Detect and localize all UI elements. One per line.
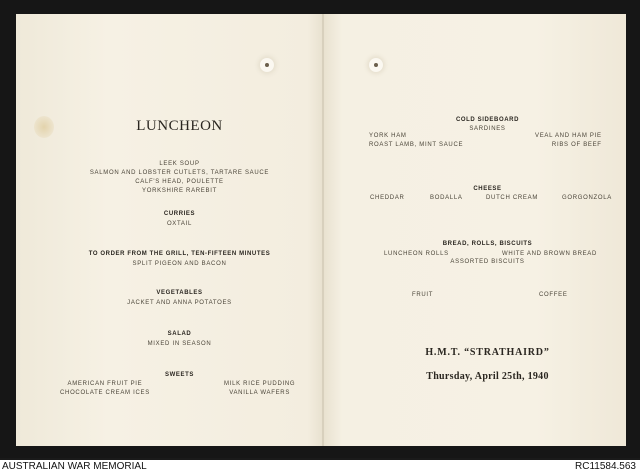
menu-item: LEEK SOUP bbox=[159, 161, 200, 167]
menu-item: CHOCOLATE CREAM ICES bbox=[60, 390, 150, 396]
cold-sideboard-left bbox=[369, 132, 463, 150]
menu-item-coffee: COFFEE bbox=[539, 292, 568, 298]
menu-item: WHITE AND BROWN BREAD bbox=[502, 251, 598, 257]
section-heading-bread: BREAD, ROLLS, BISCUITS bbox=[442, 241, 533, 247]
menu-item: GORGONZOLA bbox=[562, 195, 613, 201]
menu-item: SALMON AND LOBSTER CUTLETS, TARTARE SAUCE bbox=[89, 170, 270, 176]
menu-item: AMERICAN FRUIT PIE bbox=[67, 381, 143, 387]
menu-item: VANILLA WAFERS bbox=[229, 390, 291, 396]
menu-item: LUNCHEON ROLLS bbox=[384, 251, 449, 257]
menu-item: YORKSHIRE RAREBIT bbox=[142, 188, 217, 194]
archive-footer bbox=[0, 460, 640, 474]
sweets-left-column bbox=[60, 380, 150, 398]
menu-item: RIBS OF BEEF bbox=[551, 142, 602, 148]
menu-item: VEAL AND HAM PIE bbox=[535, 133, 602, 139]
menu-item: SPLIT PIGEON AND BACON bbox=[132, 261, 227, 267]
menu-title: LUNCHEON bbox=[136, 118, 223, 134]
menu-right-page bbox=[324, 14, 626, 446]
main-course-list bbox=[16, 160, 343, 196]
punch-hole-right bbox=[369, 58, 383, 72]
section-heading-sweets: SWEETS bbox=[165, 372, 194, 378]
section-heading-vegetables: VEGETABLES bbox=[156, 290, 203, 296]
section-heading-grill: TO ORDER FROM THE GRILL, TEN-FIFTEEN MINUTES bbox=[88, 251, 271, 257]
menu-item: MIXED IN SEASON bbox=[147, 341, 212, 347]
menu-item-fruit: FRUIT bbox=[412, 292, 434, 298]
menu-item: JACKET AND ANNA POTATOES bbox=[127, 300, 232, 306]
menu-left-page bbox=[16, 14, 323, 446]
archive-reference: RC11584.563 bbox=[575, 461, 636, 472]
sweets-right-column bbox=[224, 380, 295, 398]
punch-hole-left bbox=[260, 58, 274, 72]
menu-item: MILK RICE PUDDING bbox=[224, 381, 296, 387]
menu-item: BODALLA bbox=[430, 195, 463, 201]
section-heading-cheese: CHEESE bbox=[473, 186, 502, 192]
section-heading-cold-sideboard: COLD SIDEBOARD bbox=[455, 117, 520, 123]
menu-item: YORK HAM bbox=[369, 133, 407, 139]
menu-item: CALF'S HEAD, POULETTE bbox=[135, 179, 224, 185]
section-heading-curries: CURRIES bbox=[163, 211, 196, 217]
menu-item: DUTCH CREAM bbox=[486, 195, 539, 201]
ship-name: H.M.T. “STRATHAIRD” bbox=[425, 347, 550, 358]
menu-item: OXTAIL bbox=[166, 221, 193, 227]
cold-sideboard-right bbox=[535, 132, 602, 150]
archive-name: AUSTRALIAN WAR MEMORIAL bbox=[2, 461, 147, 472]
section-heading-salad: SALAD bbox=[167, 331, 192, 337]
menu-item: ASSORTED BISCUITS bbox=[450, 259, 525, 265]
menu-date: Thursday, April 25th, 1940 bbox=[426, 371, 549, 382]
menu-item: ROAST LAMB, MINT SAUCE bbox=[369, 142, 464, 148]
menu-item: CHEDDAR bbox=[370, 195, 405, 201]
menu-item: SARDINES bbox=[469, 126, 506, 132]
